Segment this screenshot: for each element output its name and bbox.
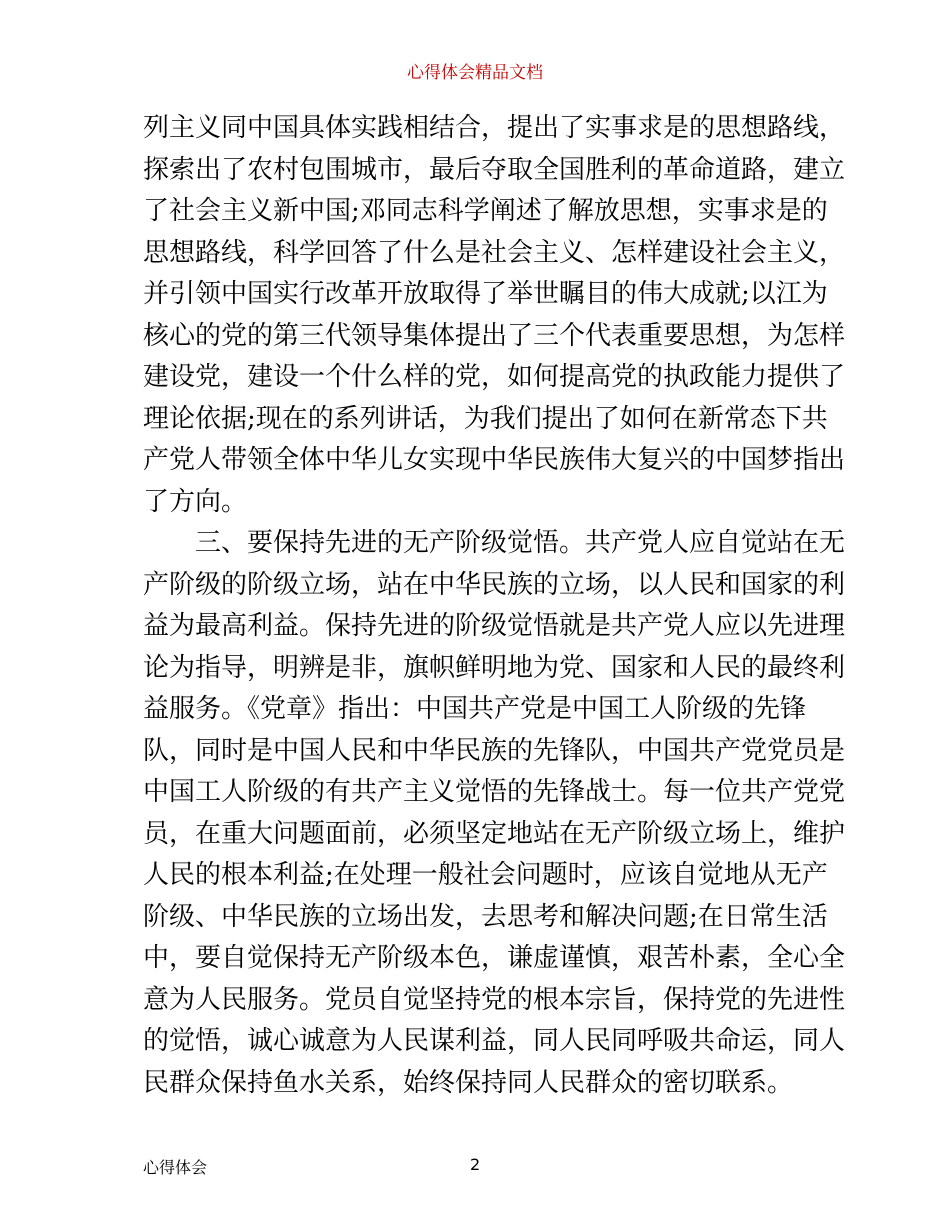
body-line: 三、要保持先进的无产阶级觉悟。共产党人应自觉站在无 xyxy=(143,528,846,558)
body-line: 队，同时是中国人民和中华民族的先锋队，中国共产党党员是 xyxy=(143,735,846,766)
body-line: 了社会主义新中国;邓同志科学阐述了解放思想，实事求是的 xyxy=(143,196,828,226)
body-line: 思想路线，科学回答了什么是社会主义、怎样建设社会主义， xyxy=(143,237,846,268)
body-line: 员，在重大问题面前，必须坚定地站在无产阶级立场上，维护 xyxy=(143,818,846,849)
body-line: 探索出了农村包围城市，最后夺取全国胜利的革命道路，建立 xyxy=(143,154,846,185)
page-number: 2 xyxy=(470,1155,481,1174)
footer-label: 心得体会 xyxy=(143,1158,208,1177)
body-line: 益为最高利益。保持先进的阶级觉悟就是共产党人应以先进理 xyxy=(143,611,846,641)
body-line: 阶级、中华民族的立场出发，去思考和解决问题;在日常生活 xyxy=(143,901,828,932)
body-line: 人民的根本利益;在处理一般社会问题时，应该自觉地从无产 xyxy=(143,860,828,890)
body-line: 中，要自觉保持无产阶级本色，谦虚谨慎，艰苦朴素，全心全 xyxy=(143,943,846,973)
page-header-title: 心得体会精品文档 xyxy=(407,63,543,83)
body-line: 列主义同中国具体实践相结合，提出了实事求是的思想路线， xyxy=(143,113,846,143)
body-line: 建设党，建设一个什么样的党，如何提高党的执政能力提供了 xyxy=(143,362,846,392)
body-line: 意为人民服务。党员自觉坚持党的根本宗旨，保持党的先进性 xyxy=(143,984,846,1015)
body-line: 的觉悟，诚心诚意为人民谋利益，同人民同呼吸共命运，同人 xyxy=(143,1026,846,1056)
body-line: 益服务。《党章》指出：中国共产党是中国工人阶级的先锋 xyxy=(143,694,807,724)
body-line: 核心的党的第三代领导集体提出了三个代表重要思想，为怎样 xyxy=(143,320,846,351)
document-body xyxy=(143,108,846,1104)
body-line: 理论依据;现在的系列讲话，为我们提出了如何在新常态下共 xyxy=(143,403,828,434)
body-line: 中国工人阶级的有共产主义觉悟的先锋战士。每一位共产党党 xyxy=(143,777,846,807)
body-line: 产党人带领全体中华儿女实现中华民族伟大复兴的中国梦指出 xyxy=(143,445,846,475)
body-line: 产阶级的阶级立场，站在中华民族的立场，以人民和国家的利 xyxy=(143,569,846,600)
body-line: 论为指导，明辨是非，旗帜鲜明地为党、国家和人民的最终利 xyxy=(143,652,846,683)
body-line: 民群众保持鱼水关系，始终保持同人民群众的密切联系。 xyxy=(143,1067,794,1098)
body-line: 了方向。 xyxy=(143,486,248,517)
body-line: 并引领中国实行改革开放取得了举世瞩目的伟大成就;以江为 xyxy=(143,279,828,309)
